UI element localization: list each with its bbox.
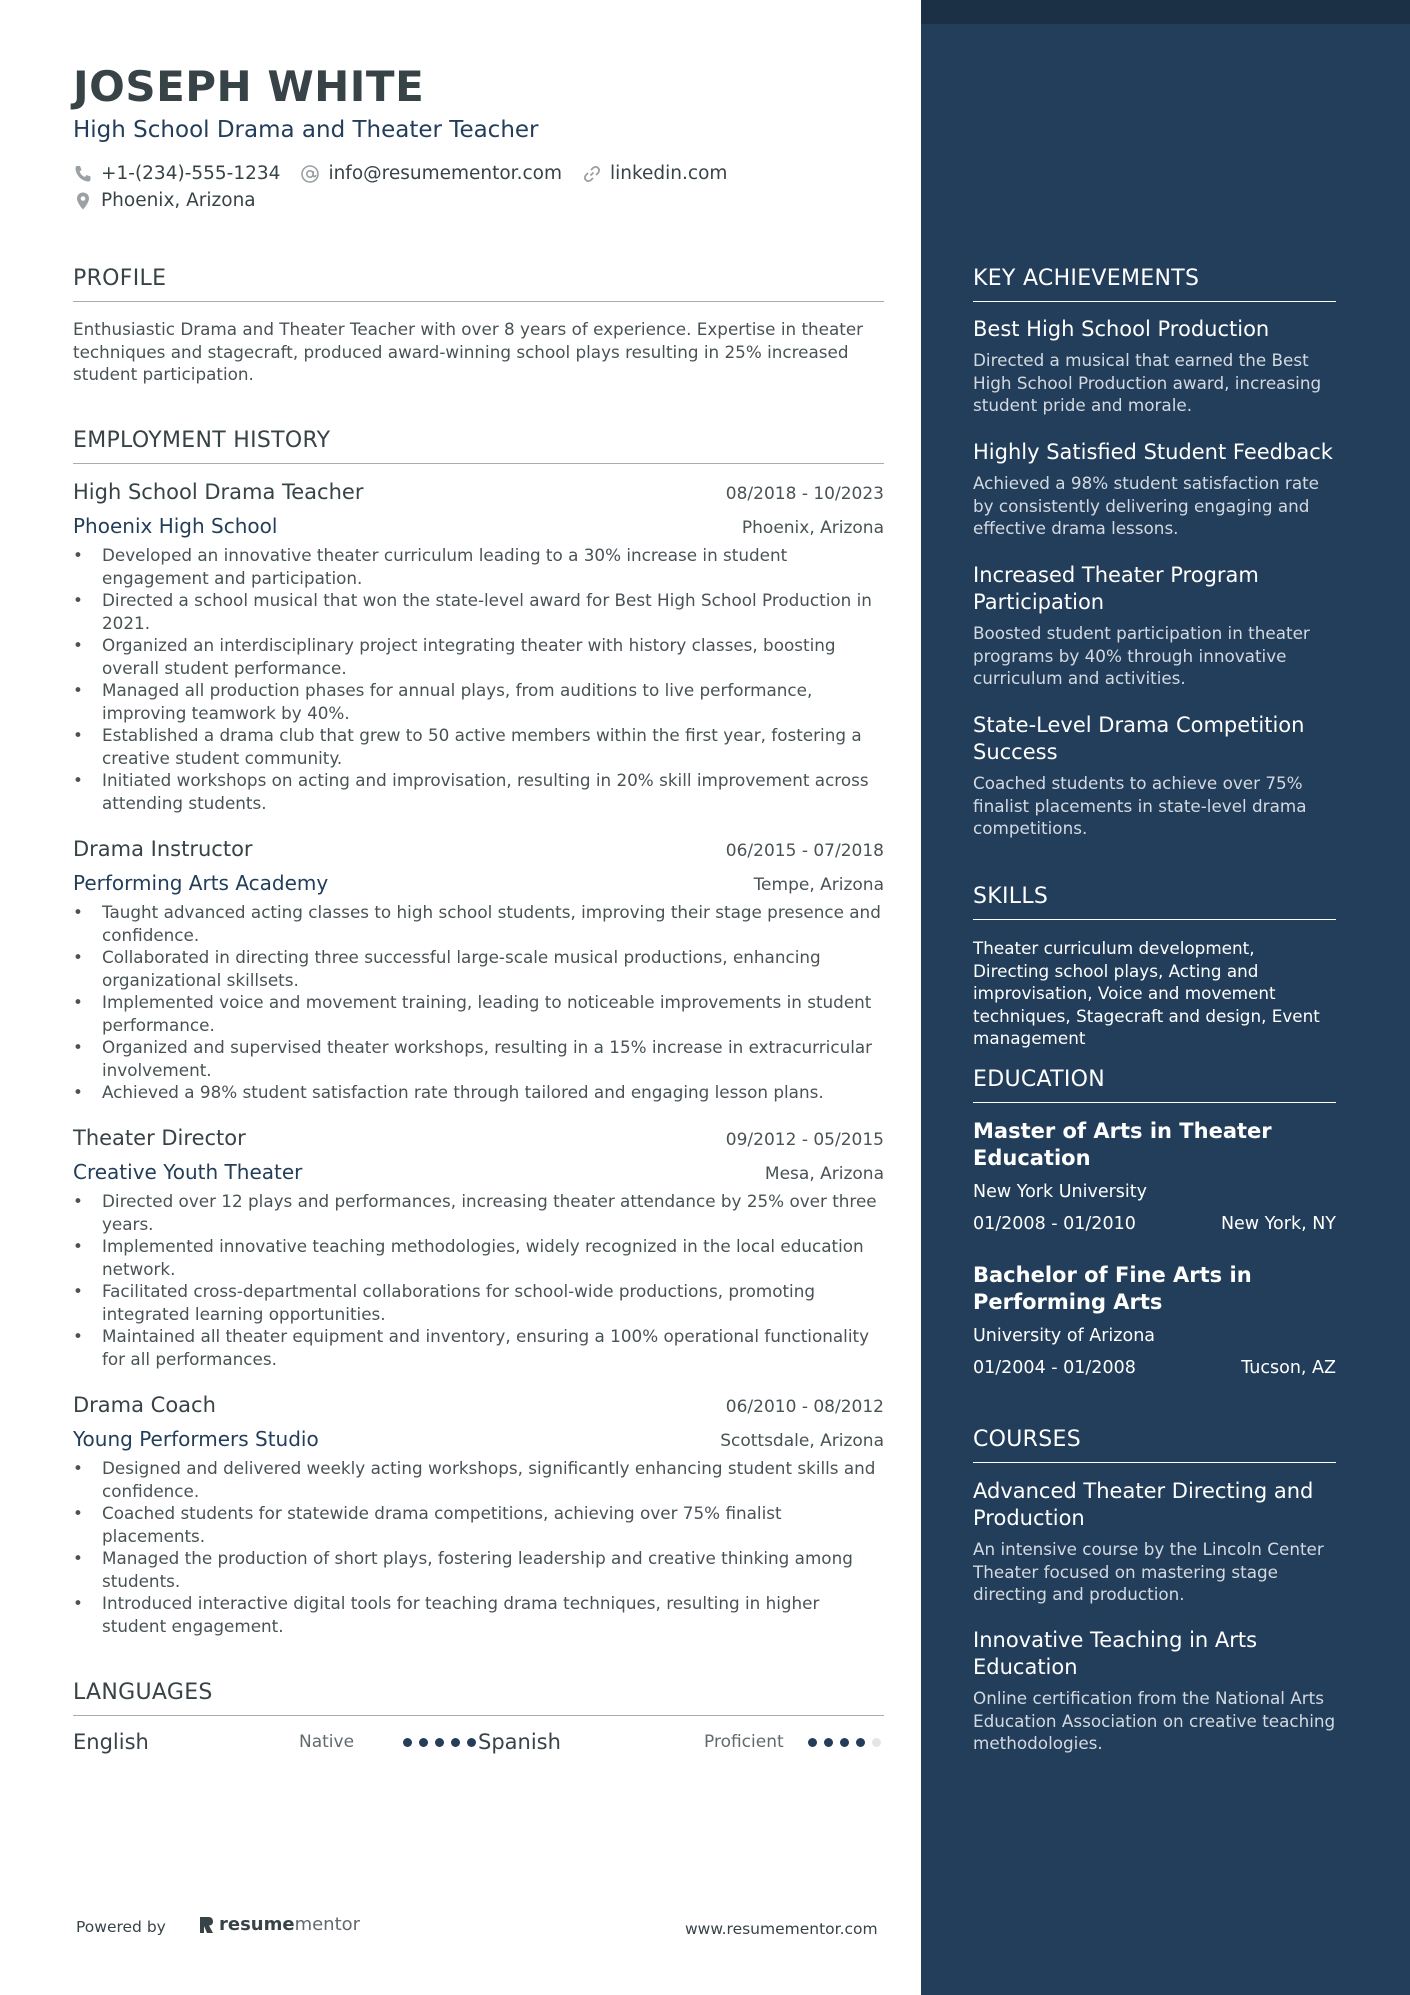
job-entry-company: Performing Arts Academy [73, 871, 329, 895]
education-location: Tucson, AZ [1241, 1358, 1336, 1378]
achievement-item [973, 562, 1336, 690]
job-bullet: • Collaborated in directing three successful large-scale musical productions, enhancing organizational skillsets. [73, 946, 884, 991]
location-text: Phoenix, Arizona [101, 190, 256, 211]
education-school: New York University [973, 1182, 1147, 1202]
job-bullets [73, 901, 884, 1104]
profile-heading: PROFILE [73, 266, 884, 302]
education-school: University of Arizona [973, 1326, 1156, 1346]
job-entry-location: Tempe, Arizona [753, 875, 884, 895]
job-entry-company: Young Performers Studio [73, 1427, 319, 1451]
job-bullet: • Organized an interdisciplinary project integrating theater with history classes, boosting overall student performance. [73, 634, 884, 679]
job-bullet: • Taught advanced acting classes to high school students, improving their stage presence and confidence. [73, 901, 884, 946]
job-bullet: • Designed and delivered weekly acting workshops, significantly enhancing student skills and confidence. [73, 1457, 884, 1502]
courses-heading: COURSES [973, 1427, 1336, 1463]
course-item [973, 1627, 1336, 1755]
language-name: English [73, 1730, 149, 1754]
job-bullet: • Directed over 12 plays and performances, increasing theater attendance by 25% over three years. [73, 1190, 884, 1235]
contact-info [73, 160, 893, 214]
job-entry-dates: 06/2015 - 07/2018 [725, 841, 884, 861]
language-name: Spanish [478, 1730, 561, 1754]
job-bullet: • Facilitated cross-departmental collaborations for school-wide productions, promoting integrated learning opportunities. [73, 1280, 884, 1325]
job-bullets [73, 544, 884, 814]
rating-dot-filled [435, 1738, 444, 1747]
education-item [973, 1262, 1336, 1378]
achievement-title: State-Level Drama Competition Success [973, 713, 1305, 764]
course-desc: An intensive course by the Lincoln Center Theater focused on mastering stage directing and production. [973, 1539, 1324, 1604]
education-dates: 01/2008 - 01/2010 [973, 1214, 1136, 1234]
achievement-desc: Boosted student participation in theater programs by 40% through innovative curriculum and activities. [973, 623, 1310, 688]
job-entry-dates: 08/2018 - 10/2023 [725, 484, 884, 504]
rating-dot-filled [467, 1738, 476, 1747]
languages-list [73, 1730, 884, 1754]
achievement-title: Highly Satisfied Student Feedback [973, 440, 1333, 464]
job-bullets [73, 1190, 884, 1370]
sidebar-top-band [921, 0, 1410, 24]
rating-dot-filled [840, 1738, 849, 1747]
phone-icon [73, 164, 93, 184]
language-level: Proficient [704, 1732, 784, 1752]
achievement-desc: Coached students to achieve over 75% finalist placements in state-level drama competitions. [973, 773, 1307, 838]
email-text: info@resumementor.com [328, 163, 562, 184]
job-title: High School Drama and Theater Teacher [73, 117, 539, 143]
achievement-desc: Directed a musical that earned the Best High School Production award, increasing student pride and morale. [973, 350, 1322, 415]
phone-text: +1-(234)-555-1234 [101, 163, 281, 184]
contact-email[interactable] [300, 163, 562, 184]
language-item [73, 1730, 478, 1754]
sidebar [921, 0, 1410, 1995]
language-rating [403, 1738, 476, 1747]
education-location: New York, NY [1220, 1214, 1336, 1234]
rating-dot-filled [824, 1738, 833, 1747]
link-icon [582, 164, 602, 184]
job-entry [73, 1126, 884, 1370]
rating-dot-filled [856, 1738, 865, 1747]
rating-dot-filled [451, 1738, 460, 1747]
contact-location [73, 190, 256, 211]
course-desc: Online certification from the National Arts Education Association on creative teaching methodologies. [973, 1688, 1336, 1753]
job-entry-location: Mesa, Arizona [764, 1164, 884, 1184]
job-entry-title: Theater Director [73, 1126, 246, 1150]
course-title: Innovative Teaching in Arts Education [973, 1628, 1258, 1679]
course-title: Advanced Theater Directing and Production [973, 1479, 1314, 1530]
profile-text: Enthusiastic Drama and Theater Teacher with over 8 years of experience. Expertise in theater techniques and stagecraft, produced award-winning school plays resulting in 25% increased student participation. [73, 319, 864, 384]
job-entry-location: Scottsdale, Arizona [720, 1431, 884, 1451]
skills-block [973, 937, 1336, 1050]
job-bullet: • Implemented voice and movement training, leading to noticeable improvements in student performance. [73, 991, 884, 1036]
job-bullet: • Introduced interactive digital tools for teaching drama techniques, resulting in higher student engagement. [73, 1592, 884, 1637]
logo-mark-icon [198, 1915, 214, 1935]
resumementor-logo[interactable] [198, 1914, 360, 1935]
job-bullet: • Managed the production of short plays, fostering leadership and creative thinking among students. [73, 1547, 884, 1592]
job-entry-title: Drama Coach [73, 1393, 216, 1417]
job-bullet: • Achieved a 98% student satisfaction rate through tailored and engaging lesson plans. [73, 1081, 884, 1104]
rating-dot-empty [872, 1738, 881, 1747]
language-item [478, 1730, 883, 1754]
employment-heading: EMPLOYMENT HISTORY [73, 428, 884, 464]
contact-phone[interactable] [73, 163, 280, 184]
powered-by-label: Powered by [76, 1918, 166, 1936]
job-entry-dates: 09/2012 - 05/2015 [725, 1130, 884, 1150]
achievement-item [973, 712, 1336, 840]
achievement-item [973, 316, 1336, 417]
job-bullets [73, 1457, 884, 1637]
logo-word-bold: resume [219, 1914, 295, 1935]
job-bullet: • Managed all production phases for annual plays, from auditions to live performance, improving teamwork by 40%. [73, 679, 884, 724]
job-bullet: • Established a drama club that grew to 50 active members within the first year, fostering a creative student community. [73, 724, 884, 769]
achievements-heading: KEY ACHIEVEMENTS [973, 266, 1336, 302]
achievement-title: Increased Theater Program Participation [973, 563, 1259, 614]
job-entry [73, 480, 884, 814]
achievement-title: Best High School Production [973, 317, 1270, 341]
rating-dot-filled [403, 1738, 412, 1747]
job-entry [73, 1393, 884, 1637]
job-entry-dates: 06/2010 - 08/2012 [725, 1397, 884, 1417]
job-bullet: • Coached students for statewide drama competitions, achieving over 75% finalist placements. [73, 1502, 884, 1547]
skills-text: Theater curriculum development, Directing school plays, Acting and improvisation, Voice and movement techniques, Stagecraft and design, Event management [973, 938, 1320, 1048]
education-dates: 01/2004 - 01/2008 [973, 1358, 1136, 1378]
job-bullet: • Directed a school musical that won the state-level award for Best High School Production in 2021. [73, 589, 884, 634]
education-heading: EDUCATION [973, 1067, 1336, 1103]
rating-dot-filled [808, 1738, 817, 1747]
job-entry-title: High School Drama Teacher [73, 480, 364, 504]
job-entry-company: Creative Youth Theater [73, 1160, 303, 1184]
job-bullet: • Organized and supervised theater workshops, resulting in a 15% increase in extracurricular involvement. [73, 1036, 884, 1081]
contact-linkedin[interactable] [582, 163, 727, 184]
job-entry-title: Drama Instructor [73, 837, 253, 861]
skills-heading: SKILLS [973, 884, 1336, 920]
job-entry-company: Phoenix High School [73, 514, 278, 538]
at-icon [300, 164, 320, 184]
achievement-item [973, 439, 1336, 540]
language-rating [808, 1738, 881, 1747]
candidate-name: JOSEPH WHITE [73, 62, 425, 111]
job-bullet: • Maintained all theater equipment and inventory, ensuring a 100% operational functionality for all performances. [73, 1325, 884, 1370]
location-pin-icon [73, 191, 93, 211]
job-bullet: • Initiated workshops on acting and improvisation, resulting in 20% skill improvement across attending students. [73, 769, 884, 814]
achievement-desc: Achieved a 98% student satisfaction rate by consistently delivering engaging and effective drama lessons. [973, 473, 1320, 538]
job-bullet: • Developed an innovative theater curriculum leading to a 30% increase in student engagement and participation. [73, 544, 884, 589]
languages-heading: LANGUAGES [73, 1680, 884, 1716]
linkedin-text: linkedin.com [609, 163, 728, 184]
job-entry [73, 837, 884, 1104]
rating-dot-filled [419, 1738, 428, 1747]
footer-url[interactable]: www.resumementor.com [685, 1920, 878, 1938]
language-level: Native [299, 1732, 355, 1752]
education-item [973, 1118, 1336, 1234]
course-item [973, 1478, 1336, 1606]
education-degree: Bachelor of Fine Arts in Performing Arts [973, 1263, 1252, 1314]
job-entry-location: Phoenix, Arizona [741, 518, 884, 538]
job-bullet: • Implemented innovative teaching methodologies, widely recognized in the local education network. [73, 1235, 884, 1280]
education-degree: Master of Arts in Theater Education [973, 1119, 1272, 1170]
logo-word-light: mentor [294, 1914, 361, 1935]
